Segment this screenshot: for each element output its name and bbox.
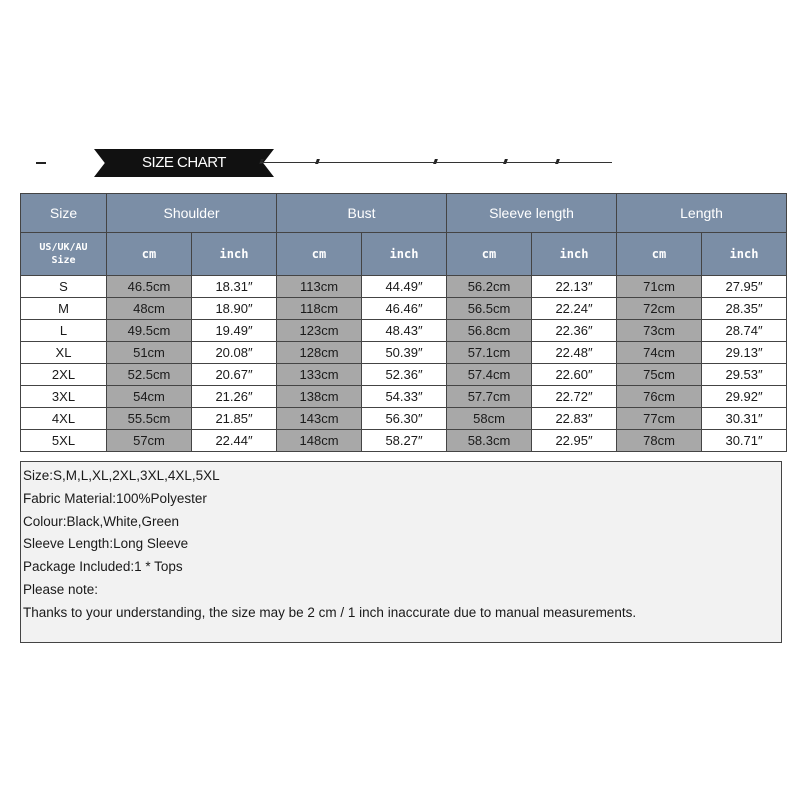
cm-cell: 57.1cm bbox=[447, 342, 531, 363]
banner-title: SIZE CHART bbox=[142, 154, 226, 171]
size-cell: L bbox=[21, 320, 106, 341]
inch-cell: 22.48″ bbox=[532, 342, 616, 363]
unit-inch: inch bbox=[532, 233, 616, 275]
cm-cell: 143cm bbox=[277, 408, 361, 429]
header-shoulder: Shoulder bbox=[107, 194, 276, 232]
cm-cell: 51cm bbox=[107, 342, 191, 363]
unit-cm: cm bbox=[617, 233, 701, 275]
cm-cell: 123cm bbox=[277, 320, 361, 341]
cm-cell: 56.8cm bbox=[447, 320, 531, 341]
cm-cell: 71cm bbox=[617, 276, 701, 297]
size-cell: XL bbox=[21, 342, 106, 363]
cm-cell: 56.5cm bbox=[447, 298, 531, 319]
inch-cell: 58.27″ bbox=[362, 430, 446, 451]
header-row-groups bbox=[21, 194, 786, 232]
table-row bbox=[21, 276, 786, 297]
note-line: Fabric Material:100%Polyester bbox=[23, 490, 207, 506]
size-cell: 2XL bbox=[21, 364, 106, 385]
note-line: Size:S,M,L,XL,2XL,3XL,4XL,5XL bbox=[23, 468, 220, 483]
inch-cell: 18.90″ bbox=[192, 298, 276, 319]
inch-cell: 50.39″ bbox=[362, 342, 446, 363]
table-row bbox=[21, 298, 786, 319]
cm-cell: 57.7cm bbox=[447, 386, 531, 407]
unit-cm: cm bbox=[277, 233, 361, 275]
cm-cell: 77cm bbox=[617, 408, 701, 429]
header-size-region bbox=[21, 233, 106, 275]
cm-cell: 128cm bbox=[277, 342, 361, 363]
unit-cm: cm bbox=[107, 233, 191, 275]
table-row bbox=[21, 430, 786, 451]
table-row bbox=[21, 320, 786, 341]
size-cell: 3XL bbox=[21, 386, 106, 407]
inch-cell: 21.26″ bbox=[192, 386, 276, 407]
cm-cell: 78cm bbox=[617, 430, 701, 451]
table-row bbox=[21, 408, 786, 429]
cm-cell: 138cm bbox=[277, 386, 361, 407]
header-size: Size bbox=[21, 194, 106, 232]
inch-cell: 29.13″ bbox=[702, 342, 786, 363]
cm-cell: 55.5cm bbox=[107, 408, 191, 429]
cm-cell: 58cm bbox=[447, 408, 531, 429]
inch-cell: 29.92″ bbox=[702, 386, 786, 407]
cm-cell: 74cm bbox=[617, 342, 701, 363]
size-chart-table bbox=[20, 193, 787, 452]
cm-cell: 57.4cm bbox=[447, 364, 531, 385]
cm-cell: 52.5cm bbox=[107, 364, 191, 385]
size-chart-banner bbox=[30, 147, 590, 179]
cm-cell: 118cm bbox=[277, 298, 361, 319]
cm-cell: 56.2cm bbox=[447, 276, 531, 297]
inch-cell: 22.13″ bbox=[532, 276, 616, 297]
table-row bbox=[21, 386, 786, 407]
inch-cell: 22.72″ bbox=[532, 386, 616, 407]
inch-cell: 18.31″ bbox=[192, 276, 276, 297]
inch-cell: 54.33″ bbox=[362, 386, 446, 407]
banner-dash bbox=[36, 162, 46, 164]
cm-cell: 57cm bbox=[107, 430, 191, 451]
size-cell: 5XL bbox=[21, 430, 106, 451]
inch-cell: 56.30″ bbox=[362, 408, 446, 429]
cm-cell: 113cm bbox=[277, 276, 361, 297]
inch-cell: 29.53″ bbox=[702, 364, 786, 385]
inch-cell: 20.08″ bbox=[192, 342, 276, 363]
inch-cell: 22.60″ bbox=[532, 364, 616, 385]
note-line: Thanks to your understanding, the size may be 2 cm / 1 inch inaccurate due to manual measurements. bbox=[23, 604, 637, 620]
inch-cell: 27.95″ bbox=[702, 276, 786, 297]
header-length: Length bbox=[617, 194, 786, 232]
inch-cell: 22.36″ bbox=[532, 320, 616, 341]
header-bust: Bust bbox=[277, 194, 446, 232]
cm-cell: 75cm bbox=[617, 364, 701, 385]
size-label: Size bbox=[51, 255, 76, 266]
cm-cell: 73cm bbox=[617, 320, 701, 341]
inch-cell: 19.49″ bbox=[192, 320, 276, 341]
inch-cell: 22.83″ bbox=[532, 408, 616, 429]
inch-cell: 52.36″ bbox=[362, 364, 446, 385]
size-chart-body bbox=[21, 276, 786, 451]
cm-cell: 76cm bbox=[617, 386, 701, 407]
cm-cell: 48cm bbox=[107, 298, 191, 319]
cm-cell: 133cm bbox=[277, 364, 361, 385]
size-region-label: US/UK/AU bbox=[39, 242, 88, 253]
inch-cell: 44.49″ bbox=[362, 276, 446, 297]
note-line: Colour:Black,White,Green bbox=[23, 513, 180, 529]
note-line: Sleeve Length:Long Sleeve bbox=[23, 536, 189, 552]
inch-cell: 28.74″ bbox=[702, 320, 786, 341]
product-notes bbox=[20, 461, 782, 643]
cm-cell: 58.3cm bbox=[447, 430, 531, 451]
cm-cell: 46.5cm bbox=[107, 276, 191, 297]
unit-inch: inch bbox=[192, 233, 276, 275]
banner-rule bbox=[260, 162, 612, 163]
header-sleeve-length: Sleeve length bbox=[447, 194, 616, 232]
header-row-units bbox=[21, 233, 786, 275]
inch-cell: 46.46″ bbox=[362, 298, 446, 319]
inch-cell: 30.71″ bbox=[702, 430, 786, 451]
inch-cell: 48.43″ bbox=[362, 320, 446, 341]
unit-inch: inch bbox=[702, 233, 786, 275]
cm-cell: 148cm bbox=[277, 430, 361, 451]
cm-cell: 72cm bbox=[617, 298, 701, 319]
size-cell: S bbox=[21, 276, 106, 297]
inch-cell: 22.44″ bbox=[192, 430, 276, 451]
note-line: Please note: bbox=[23, 581, 99, 597]
size-cell: M bbox=[21, 298, 106, 319]
size-cell: 4XL bbox=[21, 408, 106, 429]
inch-cell: 22.24″ bbox=[532, 298, 616, 319]
unit-cm: cm bbox=[447, 233, 531, 275]
inch-cell: 22.95″ bbox=[532, 430, 616, 451]
inch-cell: 28.35″ bbox=[702, 298, 786, 319]
unit-inch: inch bbox=[362, 233, 446, 275]
inch-cell: 21.85″ bbox=[192, 408, 276, 429]
cm-cell: 54cm bbox=[107, 386, 191, 407]
table-row bbox=[21, 342, 786, 363]
table-row bbox=[21, 364, 786, 385]
inch-cell: 30.31″ bbox=[702, 408, 786, 429]
cm-cell: 49.5cm bbox=[107, 320, 191, 341]
inch-cell: 20.67″ bbox=[192, 364, 276, 385]
note-line: Package Included:1 * Tops bbox=[23, 559, 183, 575]
